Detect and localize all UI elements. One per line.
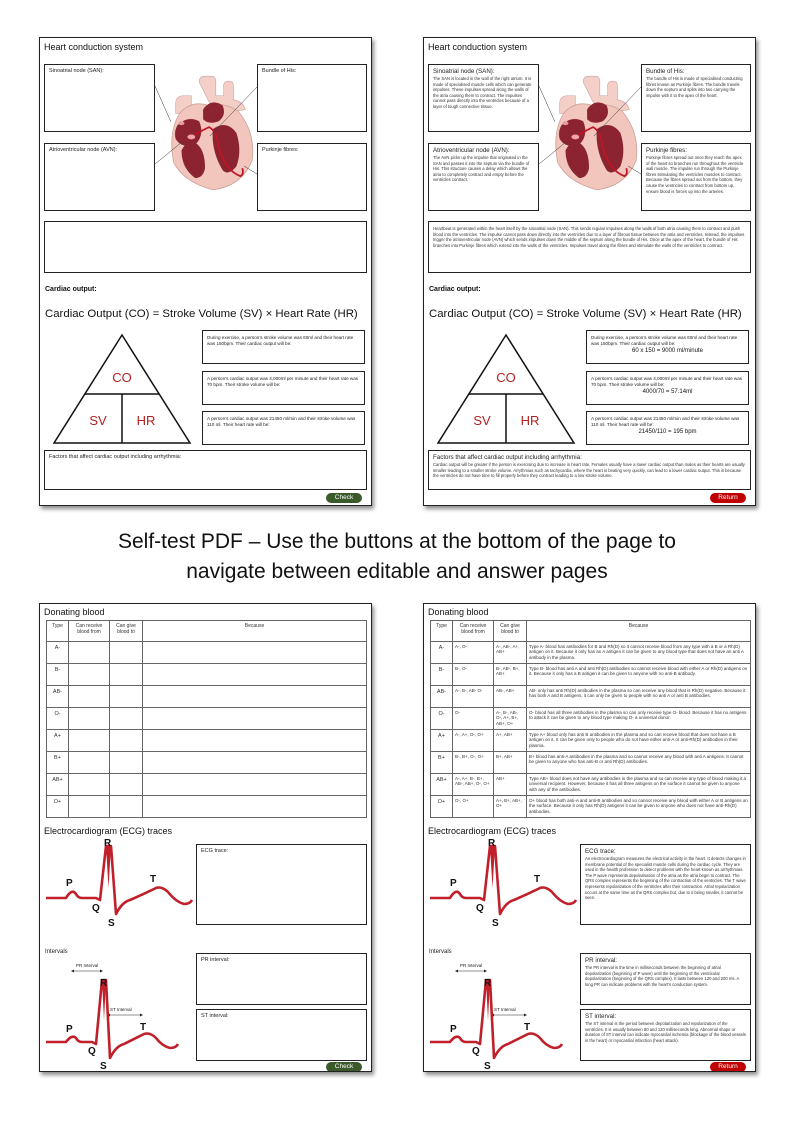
because-cell[interactable]: [143, 642, 367, 664]
pr-interval-label: PR interval:: [585, 957, 617, 964]
table-row: [431, 708, 751, 730]
col-give: Can give blood to: [110, 621, 143, 642]
receive-cell[interactable]: [69, 686, 110, 708]
cardiac-output-formula: Cardiac Output (CO) = Stroke Volume (SV) × Heart Rate (HR): [429, 308, 742, 320]
st-interval-arrow-label: ST Interval: [494, 1007, 516, 1012]
give-cell: AB+: [494, 774, 527, 796]
give-cell[interactable]: [110, 708, 143, 730]
purkinje-label: Purkinje fibres:: [262, 147, 299, 153]
pr-interval-answer-text: The PR interval is the time in milliseconds between the beginning of atrial depolarization (beginning of P wave) until the beginning of the ventricular depolarization (beginning of the QRS complex). It lasts between 120 and 200 ms. A long PR can indicate problems with the heart’s conduction system.: [585, 965, 740, 987]
table-row: [47, 708, 367, 730]
because-cell[interactable]: [143, 708, 367, 730]
triangle-sv: SV: [89, 413, 107, 428]
give-cell[interactable]: [110, 752, 143, 774]
st-interval-answer-box: [580, 1009, 751, 1061]
factors-answer-text: Cardiac output will be greater if the person is exercising due to increase in heart rate. Females usually have a lower cardiac output than males as their hearts are usually smaller leading to a smaller stroke volume. Arrythmias such as tachycardia, where the heart is beating very quickly, can lead to a lower cardiac output. This is because the ventricles do not have time to fill properly before they contract leading to a low stroke volume.: [433, 462, 745, 479]
ecg-trace-label: ECG trace:: [201, 848, 229, 854]
receive-cell: B-, O-: [453, 664, 494, 686]
row-type: AB+: [431, 774, 453, 796]
row-type: B-: [431, 664, 453, 686]
table-row: [47, 664, 367, 686]
ecg-r-label: R: [484, 978, 492, 989]
question-3-text: A person’s cardiac output was 21450 ml/min and their stroke volume was 110 ml. Their heart rate will be:: [591, 416, 740, 427]
pr-interval-label: PR interval:: [201, 957, 230, 963]
table-row: [47, 774, 367, 796]
ecg-q-label: Q: [472, 1046, 480, 1057]
st-interval-label: ST interval:: [585, 1013, 617, 1020]
receive-cell[interactable]: [69, 752, 110, 774]
ecg-r-label: R: [488, 838, 496, 849]
page-heart-editable: [39, 37, 372, 506]
row-type: O+: [431, 796, 453, 818]
ecg-p-label: P: [66, 878, 73, 889]
row-type: AB-: [47, 686, 69, 708]
receive-cell[interactable]: [69, 796, 110, 818]
ecg-p-label: P: [450, 1024, 457, 1035]
col-type: Type: [431, 621, 453, 642]
triangle-sv: SV: [473, 413, 491, 428]
col-type: Type: [47, 621, 69, 642]
factors-input-box[interactable]: [44, 450, 367, 490]
table-row: [431, 752, 751, 774]
receive-cell[interactable]: [69, 642, 110, 664]
table-row: [47, 686, 367, 708]
col-receive: Can receive blood from: [69, 621, 110, 642]
table-row: [47, 752, 367, 774]
ecg-t-label: T: [534, 874, 541, 885]
receive-cell[interactable]: [69, 664, 110, 686]
factors-answer-box: [428, 450, 751, 490]
receive-cell[interactable]: [69, 774, 110, 796]
instruction-line-2: navigate between editable and answer pages: [186, 560, 608, 583]
because-cell[interactable]: [143, 752, 367, 774]
page-blood-ecg-editable: [39, 603, 372, 1072]
because-cell: B+ blood has anti-A antibodies in the plasma and so cannot receive any blood with anti A antigens. It cannot be given to anyone who has anti-B or anti Rh(D) antibodies.: [527, 752, 751, 774]
col-give: Can give blood to: [494, 621, 527, 642]
ecg-intervals-diagram: [428, 960, 578, 1072]
because-cell: Type A- blood has antibodies for B and Rh(D) so it cannot receive blood from any type with a B or a Rh(D) antigen on it. Because it only has an A antigen it can be given to any blood type that does not have an anti A antibody in the plasma.: [527, 642, 751, 664]
ecg-s-label: S: [492, 918, 499, 929]
table-row: [431, 796, 751, 818]
give-cell[interactable]: [110, 774, 143, 796]
row-type: O-: [47, 708, 69, 730]
triangle-co: CO: [112, 370, 132, 385]
st-interval-label: ST interval:: [201, 1013, 229, 1019]
formula-triangle: [52, 333, 192, 445]
purkinje-label: Purkinje fibres:: [646, 147, 687, 154]
row-type: B+: [431, 752, 453, 774]
ecg-intervals-diagram: [44, 960, 194, 1072]
col-receive: Can receive blood from: [453, 621, 494, 642]
give-cell: AB-, AB+: [494, 686, 527, 708]
ecg-s-label: S: [108, 918, 115, 929]
bundle-of-his-answer-text: The bundle of His is made of specialised conducting fibres known as Purkinje fibres. The bundle travels down the septum and splits into two carrying the impulse with it to the apex of the heart.: [646, 76, 743, 98]
because-cell[interactable]: [143, 664, 367, 686]
triangle-hr: HR: [520, 413, 540, 428]
because-cell[interactable]: [143, 796, 367, 818]
bundle-of-his-label: Bundle of His:: [646, 68, 685, 75]
page-title: Heart conduction system: [428, 42, 528, 52]
ecg-title: Electrocardiogram (ECG) traces: [44, 826, 173, 836]
ecg-trace-diagram: [44, 838, 194, 930]
because-cell: Type A+ blood only has anti B antibodies in the plasma and so can receive blood that does not have a B antigen on it. It can be given only to people who do not have either anti-A or anti-Rh(D) antibodies in their plasma.: [527, 730, 751, 752]
give-cell[interactable]: [110, 730, 143, 752]
because-cell: Type B- blood has anti A and anti Rh(D) antibodies so cannot receive blood with either A or Rh(D) antigens on it. Because it only has a B antigen it can be given to anyone with no anti-B antibody.: [527, 664, 751, 686]
table-header-row: [431, 621, 751, 642]
question-3-answer-box: [586, 411, 749, 445]
ecg-q-label: Q: [92, 903, 100, 914]
because-cell[interactable]: [143, 686, 367, 708]
because-cell[interactable]: [143, 774, 367, 796]
check-button[interactable]: Check: [326, 1062, 362, 1072]
ecg-t-label: T: [150, 874, 157, 885]
col-because: Because: [143, 621, 367, 642]
blood-donation-table: [430, 620, 751, 818]
purkinje-answer-text: Purkinje fibres spread out once they reach the apex of the heart so branches run throughout the ventricle wall muscle. The impulse run through the Purkinje fibres stimulating the ventricles muscles to contract. Because the fibres spread out from the bottom, they cause the ventricles to contract from bottom up, ensure blood is forces up into the arteries.: [646, 155, 744, 194]
table-header-row: [47, 621, 367, 642]
ecg-r-label: R: [104, 838, 112, 849]
avn-label: Atrioventricular node (AVN):: [49, 147, 118, 153]
row-type: B-: [47, 664, 69, 686]
triangle-co: CO: [496, 370, 516, 385]
question-2-answer: 4000/70 = 57.14ml: [642, 389, 693, 395]
return-button[interactable]: Return: [710, 493, 746, 503]
give-cell[interactable]: [110, 686, 143, 708]
st-interval-input-box[interactable]: [196, 1009, 367, 1061]
question-1-box[interactable]: [202, 330, 365, 364]
table-row: [431, 730, 751, 752]
give-cell: A+, AB+: [494, 730, 527, 752]
row-type: A+: [431, 730, 453, 752]
receive-cell: O-, O+: [453, 796, 494, 818]
san-label: Sinoatrial node (SAN):: [49, 68, 104, 74]
because-cell: O- blood has all three antibodies in the plasma so can only receive type O- blood. Because it has no antigens to attack it can be given to any blood type making O- a universal donor.: [527, 708, 751, 730]
san-answer-text: The SAN is located in the wall of the right atrium. It is made of specialised muscle cells which can generate impulses. These impulses spread along the walls of the atria causing them to contract. The impulses cannot pass directly into the ventricles because of a layer of tough connective tissue.: [433, 76, 532, 109]
cardiac-output-heading: Cardiac output:: [429, 286, 481, 293]
summary-answer-text: Heartbeat is generated within the heart itself by the sinoatrial node (SAN). This sends regular impulses along the walls of both atria causing them to contract and push blood into the ventricles. The impulse cannot pass down directly into the ventricles due to a layer of fibrous tissue between the atria and ventricles. Instead, the impulses trigger the atrioventricular node (AVN) which sends impulses down the middle of the septum along the bundle of His. Once at the apex of the heart, the bundle of His branches into Purkinje fibres which extend into the walls of the ventricles. Impulses travel along the fibres and stimulate the walls of the ventricles to contract.: [433, 226, 745, 248]
cardiac-output-formula: Cardiac Output (CO) = Stroke Volume (SV) × Heart Rate (HR): [45, 308, 358, 320]
factors-label: Factors that affect cardiac output including arrhythmia:: [433, 454, 582, 461]
question-2-text: A person’s cardiac output was 4,000ml per minute and their heart rate was 70 bpm. Their stroke volume will be:: [591, 376, 743, 387]
table-row: [431, 642, 751, 664]
question-3-text: A person’s cardiac output was 21450 ml/min and their stroke volume was 110 ml. Their heart rate will be:: [207, 416, 356, 427]
instruction-caption: [0, 527, 794, 587]
ecg-s-label: S: [100, 1061, 107, 1072]
row-type: O-: [431, 708, 453, 730]
ecg-title: Electrocardiogram (ECG) traces: [428, 826, 557, 836]
ecg-trace-input-box[interactable]: [196, 844, 367, 925]
because-cell: O+ blood has both anti-A and anti-B antibodies and so cannot receive any blood with either A or B antigens on the surface. Because it only has Rh(D) antigens it can be given to anyone who does not have anti-Rh(D) antibodies.: [527, 796, 751, 818]
question-2-answer-box: [586, 371, 749, 405]
formula-triangle: [436, 333, 576, 445]
question-1-text: During exercise, a person’s stroke volume was 60ml and their heart rate was 150bpm. Their cardiac output will be:: [207, 335, 354, 346]
receive-cell: B-, B+, O-, O+: [453, 752, 494, 774]
st-interval-arrow-label: ST Interval: [110, 1007, 132, 1012]
row-type: A+: [47, 730, 69, 752]
san-label: Sinoatrial node (SAN):: [433, 68, 495, 75]
ecg-trace-diagram: [428, 838, 578, 930]
page-title: Donating blood: [428, 607, 489, 617]
row-type: AB-: [431, 686, 453, 708]
receive-cell: O-: [453, 708, 494, 730]
row-type: B+: [47, 752, 69, 774]
avn-answer-text: The AVN picks up the impulse that originated in the SAN and passes it into the septum via the bundle of His. This structure causes a delay which allows the atria to completely contract and empty before the ventricles contract.: [433, 155, 530, 183]
table-row: [431, 686, 751, 708]
ecg-r-label: R: [100, 978, 108, 989]
table-row: [47, 730, 367, 752]
receive-cell: A-, A+, O-, O+: [453, 730, 494, 752]
question-1-text: During exercise, a person’s stroke volume was 60ml and their heart rate was 150bpm. Their cardiac output will be:: [591, 335, 738, 346]
bundle-of-his-label: Bundle of His:: [262, 68, 297, 74]
page-blood-ecg-answers: [423, 603, 756, 1072]
blood-donation-table: [46, 620, 367, 818]
receive-cell[interactable]: [69, 708, 110, 730]
receive-cell: A-, A+, B-, B+, AB-, AB+, O-, O+: [453, 774, 494, 796]
page-title: Donating blood: [44, 607, 105, 617]
pr-interval-answer-box: [580, 953, 751, 1005]
page-title: Heart conduction system: [44, 42, 144, 52]
ecg-trace-label: ECG trace:: [585, 848, 616, 855]
ecg-trace-answer-text: An electrocardiogram measures the electrical activity in the heart. It detects changes in membrane potential of the specialist muscle cells during the cardiac cycle. They are used in the health profession to detect problems with the heart known as arrhythmias. The P wave represents depolarisation of the atria as the atria begin to contract. The QRS complex represents the beginning of the contraction of the ventricles. The T wave represents repolarization of the ventricles after their contraction. Atrial repolarization occurs at the same time as the QRS complex but, due to it being smaller, it cannot be seen.: [585, 856, 746, 901]
check-button[interactable]: Check: [326, 493, 362, 503]
give-cell[interactable]: [110, 642, 143, 664]
summary-input-box[interactable]: [44, 221, 367, 273]
col-because: Because: [527, 621, 751, 642]
page-heart-answers: [423, 37, 756, 506]
give-cell[interactable]: [110, 664, 143, 686]
ecg-q-label: Q: [88, 1046, 96, 1057]
question-2-box[interactable]: [202, 371, 365, 405]
question-2-text: A person’s cardiac output was 4,000ml per minute and their heart rate was 70 bpm. Their stroke volume will be:: [207, 376, 359, 387]
row-type: AB+: [47, 774, 69, 796]
receive-cell[interactable]: [69, 730, 110, 752]
table-row: [47, 642, 367, 664]
give-cell: A-, AB-, A+, AB+: [494, 642, 527, 664]
ecg-q-label: Q: [476, 903, 484, 914]
factors-label: Factors that affect cardiac output including arrhythmia:: [49, 454, 182, 460]
pointer-lines: [424, 38, 756, 238]
question-1-answer-box: [586, 330, 749, 364]
pr-interval-arrow-label: PR Interval: [76, 963, 99, 968]
ecg-s-label: S: [484, 1061, 491, 1072]
ecg-t-label: T: [524, 1022, 531, 1033]
pointer-lines: [40, 38, 372, 238]
summary-answer-box: [428, 221, 751, 273]
table-row: [47, 796, 367, 818]
ecg-t-label: T: [140, 1022, 147, 1033]
triangle-hr: HR: [136, 413, 156, 428]
row-type: A-: [47, 642, 69, 664]
receive-cell: A-, B-, AB- O-: [453, 686, 494, 708]
pr-interval-input-box[interactable]: [196, 953, 367, 1005]
table-row: [431, 774, 751, 796]
give-cell: B+, AB+: [494, 752, 527, 774]
give-cell[interactable]: [110, 796, 143, 818]
ecg-p-label: P: [450, 878, 457, 889]
row-type: O+: [47, 796, 69, 818]
avn-label: Atrioventricular node (AVN):: [433, 147, 510, 154]
question-1-answer: 60 x 150 = 9000 ml/minute: [632, 348, 703, 354]
pr-interval-arrow-label: PR Interval: [460, 963, 483, 968]
instruction-line-1: Self-test PDF – Use the buttons at the bottom of the page to: [118, 530, 676, 553]
ecg-p-label: P: [66, 1024, 73, 1035]
cardiac-output-heading: Cardiac output:: [45, 286, 97, 293]
st-interval-answer-text: The ST interval is the period between depolarization and repolarization of the ventricles. It is usually between 80 and 120 milliseconds long. Abnormal shape or duration of ST interval can indicate myocardial ischemia (blockage of the blood vessels in the heart) or myocardial infarction (heart attack).: [585, 1021, 746, 1043]
give-cell: B-, AB-, B+, AB+: [494, 664, 527, 686]
give-cell: A-, B-, AB-, O-, A+, B+, AB+, O+: [494, 708, 527, 730]
because-cell[interactable]: [143, 730, 367, 752]
because-cell: Type AB+ blood does not have any antibodies in the plasma and so can receive any type of blood making it a universal recipient. However, because it has all three antigens on the surface it cannot be given to anyone with any of the antibodies.: [527, 774, 751, 796]
ecg-trace-answer-box: [580, 844, 751, 925]
because-cell: AB- only has anti Rh(D) antibodies in the plasma so can receive any blood that is Rh(D) negative. Because it has both A and B antigens, it can only be given to people with no anti A or anti B antibodies.: [527, 686, 751, 708]
table-row: [431, 664, 751, 686]
return-button[interactable]: Return: [710, 1062, 746, 1072]
give-cell: A+, B+, AB+, O+: [494, 796, 527, 818]
question-3-box[interactable]: [202, 411, 365, 445]
row-type: A-: [431, 642, 453, 664]
intervals-heading: Intervals: [45, 949, 68, 955]
intervals-heading: Intervals: [429, 949, 452, 955]
question-3-answer: 21450/110 = 195 bpm: [638, 429, 697, 435]
receive-cell: A-, O-: [453, 642, 494, 664]
